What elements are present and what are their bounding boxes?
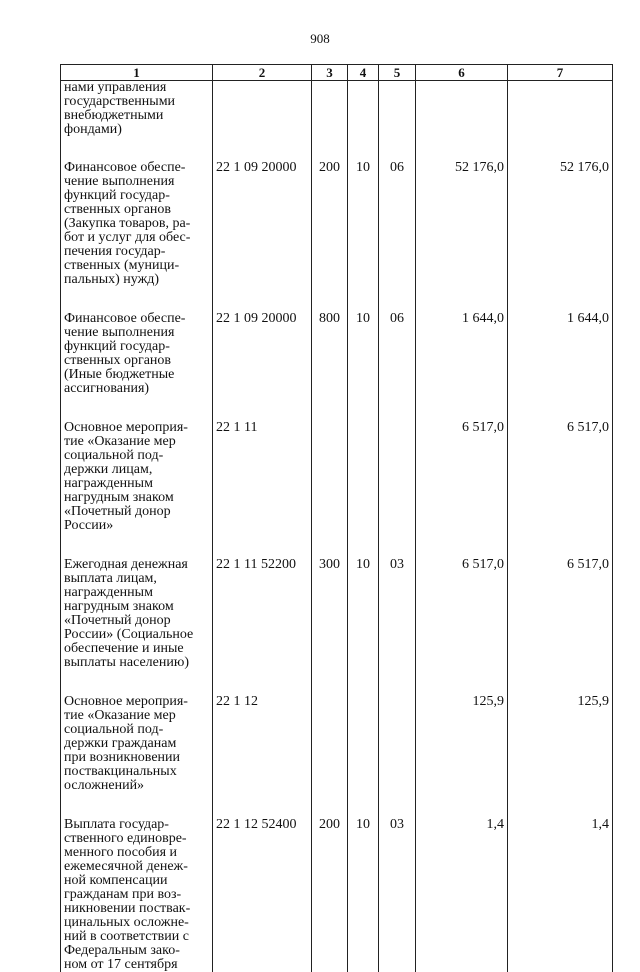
row-col-5: 06 [379,161,416,312]
row-code: 22 1 12 52400 [213,818,312,972]
row-col-7: 6 517,0 [508,421,613,558]
row-col-4 [348,695,379,818]
row-col-7: 52 176,0 [508,161,613,312]
row-description: Выплата государ- ственного единовре- менного пособия и ежемесячной денеж- ной компенсации гражданам при воз- никновении поствак- цинальных осложне- ний в соответствии с Федеральным зако- ном от 17 сентября [61,818,213,972]
row-description: Финансовое обеспе- чение выполнения функций государ- ственных органов (Иные бюджетные ассигнования) [61,312,213,421]
row-code [213,81,312,162]
row-col-6: 125,9 [416,695,508,818]
row-col-3 [312,421,348,558]
row-col-7: 6 517,0 [508,558,613,695]
table-row [61,161,613,312]
row-col-4: 10 [348,818,379,972]
header-col-2: 2 [213,65,312,81]
page-number: 908 [310,31,330,46]
row-col-4: 10 [348,312,379,421]
row-code: 22 1 09 20000 [213,312,312,421]
row-col-7: 1,4 [508,818,613,972]
row-col-6: 6 517,0 [416,421,508,558]
row-col-3 [312,81,348,162]
row-description: Основное мероприя- тие «Оказание мер социальной под- держки гражданам при возникновении поствакцинальных осложнений» [61,695,213,818]
row-col-6: 52 176,0 [416,161,508,312]
header-col-3: 3 [312,65,348,81]
row-col-4: 10 [348,558,379,695]
header-col-7: 7 [508,65,613,81]
table-row [61,421,613,558]
table-row [61,312,613,421]
row-col-5: 03 [379,558,416,695]
row-col-7: 1 644,0 [508,312,613,421]
row-col-4 [348,421,379,558]
table-row [61,81,613,162]
row-col-7: 125,9 [508,695,613,818]
row-code: 22 1 09 20000 [213,161,312,312]
row-col-5: 06 [379,312,416,421]
row-col-6: 6 517,0 [416,558,508,695]
row-code: 22 1 11 [213,421,312,558]
row-col-6: 1,4 [416,818,508,972]
row-col-3: 200 [312,161,348,312]
row-col-3 [312,695,348,818]
row-code: 22 1 11 52200 [213,558,312,695]
row-col-5 [379,421,416,558]
row-col-7 [508,81,613,162]
row-description: Ежегодная денежная выплата лицам, награжденным нагрудным знаком «Почетный донор России» (Социальное обеспечение и иные выплаты населению) [61,558,213,695]
budget-table [60,64,613,972]
row-col-6: 1 644,0 [416,312,508,421]
header-col-4: 4 [348,65,379,81]
row-col-5 [379,695,416,818]
row-description: нами управления государственными внебюджетными фондами) [61,81,213,162]
row-col-5 [379,81,416,162]
header-row [61,65,613,81]
header-col-6: 6 [416,65,508,81]
row-col-3: 800 [312,312,348,421]
table-row [61,818,613,972]
table-row [61,695,613,818]
header-col-5: 5 [379,65,416,81]
row-col-5: 03 [379,818,416,972]
header-col-1: 1 [61,65,213,81]
table-row [61,558,613,695]
row-code: 22 1 12 [213,695,312,818]
row-description: Основное мероприя- тие «Оказание мер социальной под- держки лицам, награжденным нагрудным знаком «Почетный донор России» [61,421,213,558]
row-col-3: 200 [312,818,348,972]
row-col-4: 10 [348,161,379,312]
row-col-4 [348,81,379,162]
row-col-3: 300 [312,558,348,695]
row-description: Финансовое обеспе- чение выполнения функций государ- ственных органов (Закупка товаров, ра- бот и услуг для обес- печения государ- ственных (муници- пальных) нужд) [61,161,213,312]
row-col-6 [416,81,508,162]
